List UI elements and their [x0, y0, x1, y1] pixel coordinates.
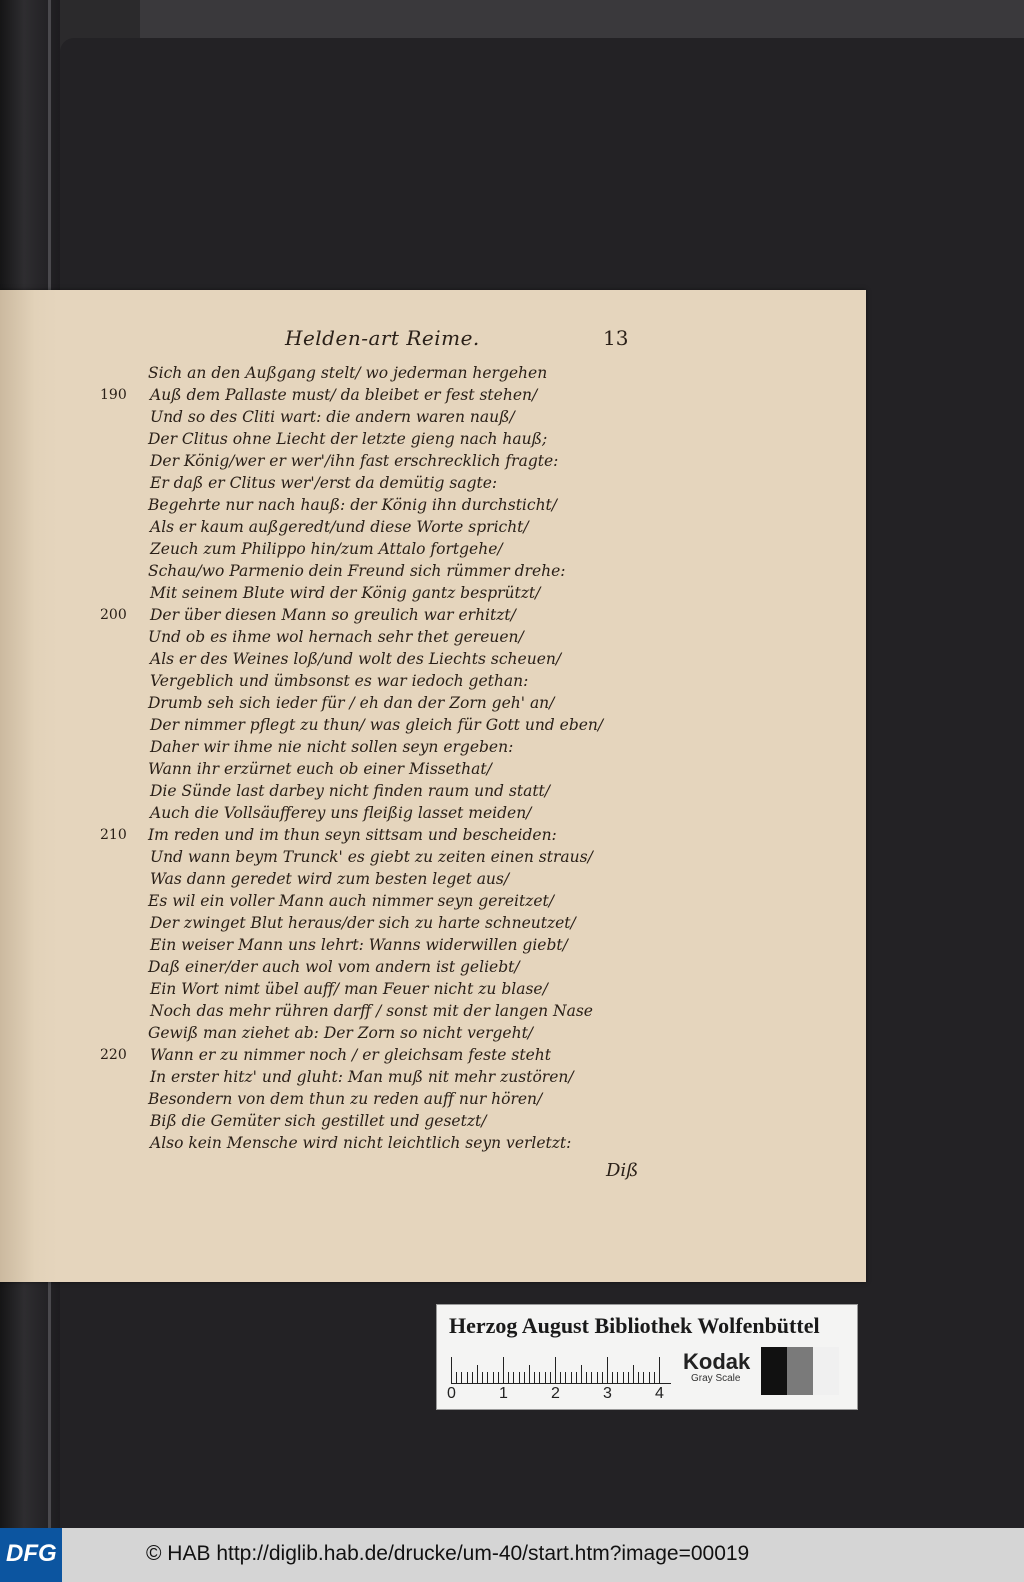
ruler-tick [560, 1372, 561, 1383]
ruler-tick [654, 1372, 655, 1383]
running-head: Helden-art Reime. [285, 326, 480, 350]
verse-line: Zeuch zum Philippo hin/zum Attalo fortgehe/ [150, 540, 503, 558]
ruler-tick [477, 1365, 478, 1383]
ruler-tick [539, 1372, 540, 1383]
ruler-tick [493, 1372, 494, 1383]
line-number: 190 [100, 387, 127, 403]
verse-line: Ein Wort nimt übel auff/ man Feuer nicht zu blase/ [150, 980, 548, 998]
ruler-tick [555, 1357, 556, 1383]
verse-line: Was dann geredet wird zum besten leget aus/ [150, 870, 510, 888]
line-number: 220 [100, 1047, 127, 1063]
ruler-tick [571, 1372, 572, 1383]
verse-line: Der zwinget Blut heraus/der sich zu harte schneutzet/ [150, 914, 576, 932]
page-number: 13 [603, 326, 629, 350]
ruler-tick [607, 1357, 608, 1383]
gray-swatch [813, 1347, 839, 1395]
verse-line: Gewiß man ziehet ab: Der Zorn so nicht vergeht/ [148, 1024, 534, 1042]
ruler-tick [649, 1372, 650, 1383]
verse-line: Wann er zu nimmer noch / er gleichsam feste steht [150, 1046, 551, 1064]
dfg-logo [0, 1528, 62, 1582]
verse-line: Mit seinem Blute wird der König gantz besprützt/ [150, 584, 541, 602]
ruler-number: 0 [447, 1385, 456, 1402]
verse-line: Noch das mehr rühren darff / sonst mit der langen Nase [150, 1002, 593, 1020]
ruler-tick [487, 1372, 488, 1383]
top-strip [140, 0, 1024, 41]
ruler-tick [628, 1372, 629, 1383]
copyright-url[interactable]: © HAB http://diglib.hab.de/drucke/um-40/start.htm?image=00019 [146, 1542, 750, 1565]
verse-line: Auß dem Pallaste must/ da bleibet er fest stehen/ [150, 386, 538, 404]
ruler-number: 2 [551, 1385, 560, 1402]
ruler-tick [461, 1372, 462, 1383]
ruler-tick [503, 1357, 504, 1383]
kodak-logo: Kodak [683, 1349, 751, 1374]
ruler-tick [586, 1372, 587, 1383]
verse-line: Wann ihr erzürnet euch ob einer Missethat/ [148, 760, 492, 778]
verse-line: Der über diesen Mann so greulich war erhitzt/ [150, 606, 516, 624]
ruler-tick [623, 1372, 624, 1383]
verse-line: Die Sünde last darbey nicht finden raum und statt/ [150, 782, 551, 800]
ruler-tick [524, 1372, 525, 1383]
ruler-tick [643, 1372, 644, 1383]
ruler-tick [576, 1372, 577, 1383]
ruler-tick [451, 1357, 452, 1383]
page-gutter [0, 290, 58, 1282]
verse-line: Auch die Vollsäufferey uns fleißig lasset meiden/ [150, 804, 532, 822]
verse-line: Er daß er Clitus wer'/erst da demütig sagte: [150, 474, 498, 492]
ruler-tick [612, 1372, 613, 1383]
verse-line: Und wann beym Trunck' es giebt zu zeiten einen straus/ [150, 848, 593, 866]
ruler-tick [602, 1372, 603, 1383]
verse-line: Und ob es ihme wol hernach sehr thet gereuen/ [148, 628, 524, 646]
verse-line: Daher wir ihme nie nicht sollen seyn ergeben: [150, 738, 514, 756]
verse-line: Der Clitus ohne Liecht der letzte gieng nach hauß; [148, 430, 548, 448]
verse-line: Und so des Cliti wart: die andern waren nauß/ [150, 408, 515, 426]
line-number: 210 [100, 827, 127, 843]
verse-line: Schau/wo Parmenio dein Freund sich rümmer drehe: [148, 562, 566, 580]
verse-line: Sich an den Außgang stelt/ wo jederman hergehen [148, 364, 548, 382]
ruler [451, 1353, 671, 1384]
verse-line: Biß die Gemüter sich gestillet und gesetzt/ [150, 1112, 487, 1130]
ruler-tick [467, 1372, 468, 1383]
ruler-tick [565, 1372, 566, 1383]
dfg-logo-text: DFG [6, 1540, 57, 1567]
ruler-numbers [447, 1385, 677, 1405]
ruler-tick [508, 1372, 509, 1383]
gray-swatches [761, 1347, 839, 1395]
ruler-tick [550, 1372, 551, 1383]
ruler-tick [581, 1365, 582, 1383]
verse-line: Es wil ein voller Mann auch nimmer seyn gereitzet/ [148, 892, 554, 910]
verse-line: Drumb seh sich ieder für / eh dan der Zorn geh' an/ [148, 694, 555, 712]
verse-line: Daß einer/der auch wol vom andern ist geliebt/ [148, 958, 520, 976]
color-target-card [436, 1304, 858, 1410]
ruler-tick [513, 1372, 514, 1383]
ruler-tick [482, 1372, 483, 1383]
verse-line: Als er kaum außgeredt/und diese Worte spricht/ [150, 518, 529, 536]
verse-line: Im reden und im thun seyn sittsam und bescheiden: [148, 826, 557, 844]
verse-line: Begehrte nur nach hauß: der König ihn durchsticht/ [148, 496, 558, 514]
ruler-tick [659, 1357, 660, 1383]
ruler-tick [529, 1365, 530, 1383]
ruler-tick [617, 1372, 618, 1383]
verse-line: Ein weiser Mann uns lehrt: Wanns widerwillen giebt/ [150, 936, 568, 954]
catchword: Diß [606, 1160, 639, 1181]
ruler-tick [456, 1372, 457, 1383]
gray-swatch [787, 1347, 813, 1395]
verse-line: Der König/wer er wer'/ihn fast erschrecklich fragte: [150, 452, 559, 470]
line-number: 200 [100, 607, 127, 623]
gray-scale-label: Gray Scale [691, 1373, 741, 1384]
ruler-number: 1 [499, 1385, 508, 1402]
verse-line: Als er des Weines loß/und wolt des Liechts scheuen/ [150, 650, 562, 668]
ruler-tick [545, 1372, 546, 1383]
verse-line: Der nimmer pflegt zu thun/ was gleich für Gott und eben/ [150, 716, 604, 734]
verse-line: In erster hitz' und gluht: Man muß nit mehr zustören/ [150, 1068, 574, 1086]
footer-bar [0, 1528, 1024, 1582]
verse-line: Vergeblich und ümbsonst es war iedoch gethan: [150, 672, 529, 690]
book-page [0, 290, 866, 1282]
ruler-tick [638, 1372, 639, 1383]
institution-name: Herzog August Bibliothek Wolfenbüttel [449, 1313, 820, 1338]
verse-line: Also kein Mensche wird nicht leichtlich seyn verletzt: [150, 1134, 572, 1152]
ruler-number: 3 [603, 1385, 612, 1402]
ruler-tick [519, 1372, 520, 1383]
verse-line: Besondern von dem thun zu reden auff nur hören/ [148, 1090, 543, 1108]
ruler-tick [633, 1365, 634, 1383]
gray-swatch [761, 1347, 787, 1395]
ruler-tick [498, 1372, 499, 1383]
ruler-tick [472, 1372, 473, 1383]
ruler-number: 4 [655, 1385, 664, 1402]
ruler-tick [597, 1372, 598, 1383]
ruler-tick [534, 1372, 535, 1383]
ruler-tick [591, 1372, 592, 1383]
